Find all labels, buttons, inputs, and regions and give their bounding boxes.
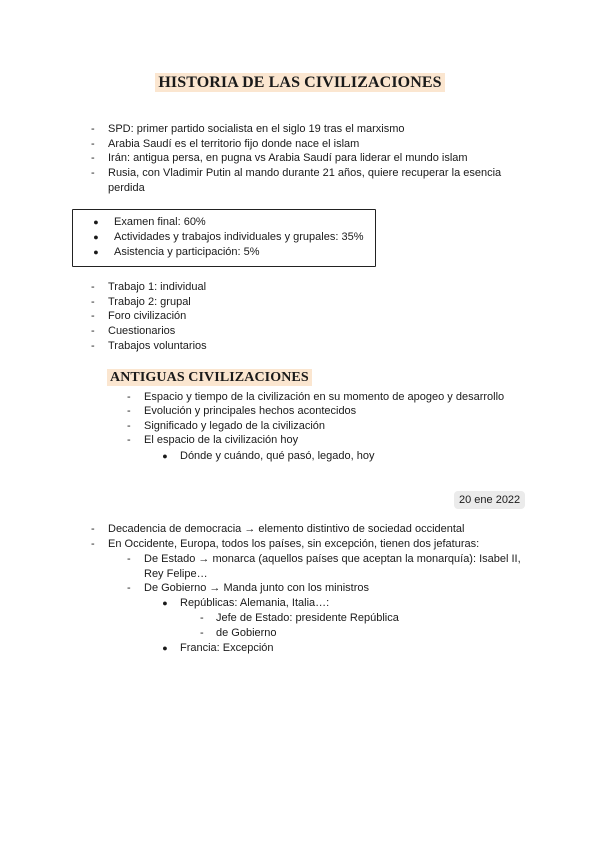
list-item-text: Decadencia de democracia → elemento distintivo de sociedad occidental: [108, 523, 465, 535]
list-item-text: Significado y legado de la civilización: [144, 420, 325, 432]
list-item-text: Rey Felipe…: [144, 568, 208, 580]
list-item-text: De Estado → monarca (aquellos países que aceptan la monarquía): Isabel II,: [144, 553, 521, 565]
bullet-marker: ●: [93, 217, 99, 227]
list-item-text: Trabajo 2: grupal: [108, 296, 191, 308]
section-heading-text: ANTIGUAS CIVILIZACIONES: [107, 369, 312, 386]
dash-marker: -: [127, 391, 131, 403]
list-item-text: Foro civilización: [108, 310, 187, 322]
dash-marker: -: [91, 310, 95, 322]
dash-marker: -: [91, 167, 95, 179]
page-title-text: HISTORIA DE LAS CIVILIZACIONES: [155, 73, 444, 92]
list-item-text: Espacio y tiempo de la civilización en su momento de apogeo y desarrollo: [144, 391, 505, 403]
list-item-text: Trabajos voluntarios: [108, 340, 207, 352]
list-item-text: Asistencia y participación: 5%: [114, 246, 260, 258]
list-item-text: de Gobierno: [216, 627, 277, 639]
bullet-marker: ●: [93, 232, 99, 242]
list-item-text: Cuestionarios: [108, 325, 176, 337]
dash-marker: -: [91, 538, 95, 550]
dash-marker: -: [91, 296, 95, 308]
list-item-text: En Occidente, Europa, todos los países, sin excepción, tienen dos jefaturas:: [108, 538, 480, 550]
list-item-text: Repúblicas: Alemania, Italia…:: [180, 597, 330, 609]
list-item-text: Irán: antigua persa, en pugna vs Arabia Saudí para liderar el mundo islam: [108, 152, 468, 164]
page-title: [0, 74, 600, 92]
dash-marker: -: [200, 612, 204, 624]
list-item-text: Francia: Excepción: [180, 642, 274, 654]
list-item-text: Trabajo 1: individual: [108, 281, 207, 293]
date-chip: 20 ene 2022: [454, 491, 525, 509]
bullet-marker: ●: [93, 247, 99, 257]
list-item-text: Actividades y trabajos individuales y grupales: 35%: [114, 231, 364, 243]
section-heading: [107, 370, 312, 386]
list-item-text: Arabia Saudí es el territorio fijo donde nace el islam: [108, 138, 360, 150]
dash-marker: -: [91, 281, 95, 293]
dash-marker: -: [91, 523, 95, 535]
dash-marker: -: [91, 123, 95, 135]
list-item-text: Evolución y principales hechos acontecidos: [144, 405, 357, 417]
dash-marker: -: [91, 325, 95, 337]
list-item-text: De Gobierno → Manda junto con los ministros: [144, 582, 369, 594]
dash-marker: -: [127, 582, 131, 594]
bullet-marker: ●: [162, 598, 168, 608]
list-item-text: Jefe de Estado: presidente República: [216, 612, 399, 624]
bullet-marker: ●: [162, 643, 168, 653]
dash-marker: -: [91, 152, 95, 164]
dash-marker: -: [200, 627, 204, 639]
dash-marker: -: [127, 405, 131, 417]
list-item-text: Rusia, con Vladimir Putin al mando durante 21 años, quiere recuperar la esencia: [108, 167, 502, 179]
list-item-text: El espacio de la civilización hoy: [144, 434, 299, 446]
list-item-text: SPD: primer partido socialista en el siglo 19 tras el marxismo: [108, 123, 405, 135]
dash-marker: -: [127, 434, 131, 446]
dash-marker: -: [91, 340, 95, 352]
bullet-marker: ●: [162, 451, 168, 461]
dash-marker: -: [127, 420, 131, 432]
list-item-text: Dónde y cuándo, qué pasó, legado, hoy: [180, 450, 375, 462]
list-item-text: perdida: [108, 182, 145, 194]
dash-marker: -: [127, 553, 131, 565]
list-item-text: Examen final: 60%: [114, 216, 206, 228]
dash-marker: -: [91, 138, 95, 150]
